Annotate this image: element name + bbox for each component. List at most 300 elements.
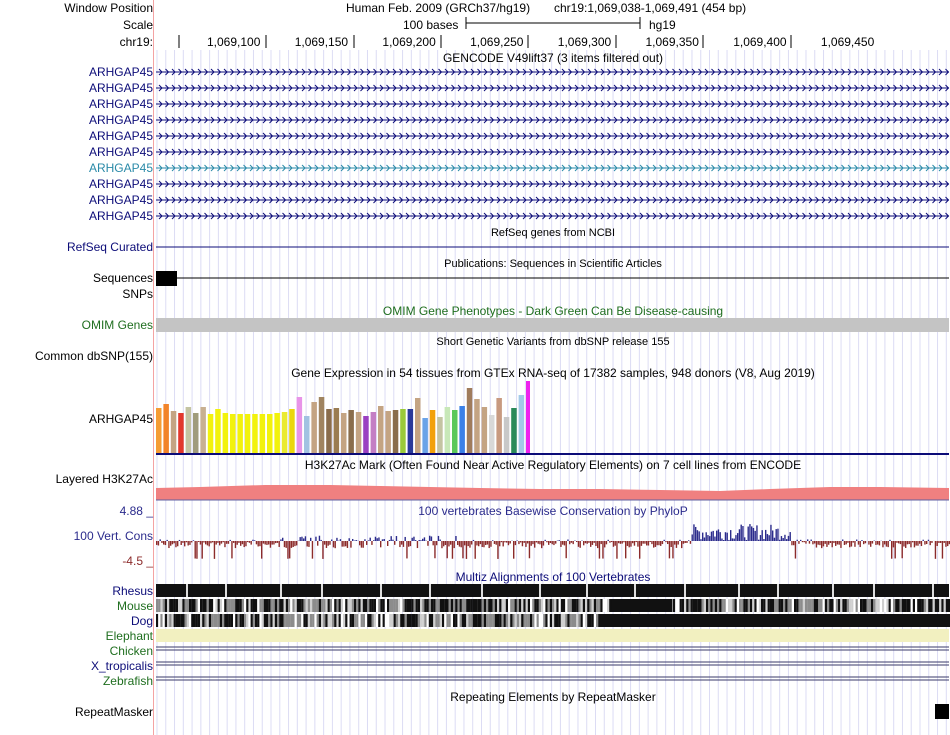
- conservation-bar: [629, 541, 630, 547]
- multiz-block: [411, 614, 413, 627]
- gtex-bar: [430, 410, 436, 453]
- conservation-bar: [735, 535, 736, 541]
- multiz-block: [453, 614, 455, 627]
- conservation-bar: [373, 540, 374, 541]
- conservation-bar: [569, 541, 570, 544]
- gtex-bar: [393, 410, 399, 453]
- gtex-bar: [519, 395, 525, 453]
- publication-block: [156, 271, 177, 286]
- gtex-bar: [252, 414, 258, 453]
- conservation-bar: [228, 541, 229, 544]
- multiz-block: [528, 614, 530, 627]
- multiz-block: [407, 614, 409, 627]
- multiz-block: [185, 614, 187, 627]
- conservation-bar: [532, 541, 533, 544]
- conservation-bar: [791, 541, 792, 545]
- conservation-bar: [769, 535, 770, 541]
- multiz-block: [226, 599, 228, 612]
- conservation-bar: [898, 541, 899, 543]
- multiz-block: [928, 599, 930, 612]
- conservation-bar: [840, 541, 841, 548]
- multiz-block: [297, 614, 299, 627]
- omim-label[interactable]: OMIM Genes: [81, 318, 153, 332]
- gtex-label[interactable]: ARHGAP45: [88, 412, 153, 426]
- multiz-block: [196, 614, 198, 627]
- conservation-bar: [602, 541, 603, 559]
- multiz-block: [473, 614, 475, 627]
- multiz-block: [708, 599, 710, 612]
- multiz-block: [721, 599, 723, 612]
- multiz-block: [312, 599, 314, 612]
- multiz-block: [510, 599, 512, 612]
- multiz-block: [534, 614, 536, 627]
- gtex-bar: [230, 414, 236, 453]
- multiz-block: [363, 599, 365, 612]
- species-label-x_tropicalis[interactable]: X_tropicalis: [90, 659, 153, 673]
- multiz-block: [739, 599, 741, 612]
- multiz-block: [493, 614, 495, 627]
- conservation-bar: [756, 525, 757, 541]
- ruler-tick-label: 1,069,200: [382, 35, 436, 49]
- conservation-bar: [443, 541, 444, 546]
- multiz-block: [592, 599, 594, 612]
- gene-label[interactable]: ARHGAP45: [88, 113, 153, 127]
- conservation-bar: [482, 541, 483, 547]
- conservation-bar: [461, 541, 462, 547]
- conservation-bar: [527, 541, 528, 543]
- multiz-block: [341, 614, 343, 627]
- refseq-label[interactable]: RefSeq Curated: [66, 240, 153, 254]
- conservation-bar: [545, 540, 546, 541]
- conservation-bar: [207, 541, 208, 545]
- multiz-block: [517, 614, 519, 627]
- conservation-bar: [322, 541, 323, 559]
- multiz-block: [402, 614, 404, 627]
- conservation-bar: [723, 540, 724, 541]
- conservation-bar: [804, 541, 805, 542]
- conservation-bar: [307, 541, 308, 546]
- conservation-bar: [231, 541, 232, 558]
- multiz-block: [372, 614, 374, 627]
- multiz-block: [581, 599, 583, 612]
- multiz-block: [215, 614, 217, 627]
- multiz-block: [526, 599, 528, 612]
- multiz-block: [587, 599, 589, 612]
- conservation-bar: [405, 537, 406, 541]
- multiz-block: [486, 599, 488, 612]
- multiz-rhesus: [156, 584, 949, 597]
- multiz-block: [330, 599, 332, 612]
- gene-label[interactable]: ARHGAP45: [88, 65, 153, 79]
- conservation-bar: [534, 541, 535, 548]
- species-label-chicken[interactable]: Chicken: [109, 644, 153, 658]
- conservation-bar: [520, 541, 521, 542]
- conservation-bar: [450, 541, 451, 545]
- conservation-bar: [594, 541, 595, 543]
- conservation-bar: [553, 541, 554, 545]
- multiz-block: [695, 599, 697, 612]
- gene-label[interactable]: ARHGAP45: [88, 209, 153, 223]
- conservation-bar: [336, 538, 337, 541]
- assembly-title: Human Feb. 2009 (GRCh37/hg19): [346, 1, 531, 15]
- conservation-bar: [294, 541, 295, 546]
- multiz-block: [783, 599, 785, 612]
- gtex-bar: [378, 406, 384, 453]
- multiz-block: [257, 599, 259, 612]
- multiz-block: [873, 599, 875, 612]
- gene-label[interactable]: ARHGAP45: [88, 81, 153, 95]
- conservation-bar: [648, 541, 649, 546]
- conservation-bar: [321, 540, 322, 541]
- h3k27ac-label[interactable]: Layered H3K27Ac: [55, 472, 153, 486]
- multiz-block: [259, 599, 261, 612]
- gtex-bar: [186, 407, 192, 453]
- multiz-block: [807, 599, 809, 612]
- conservation-bar: [907, 541, 908, 544]
- gtex-bar: [208, 414, 214, 453]
- gtex-bar: [245, 414, 251, 453]
- multiz-block: [581, 614, 583, 627]
- conservation-bar: [875, 541, 876, 545]
- multiz-block: [178, 599, 180, 612]
- multiz-block: [429, 599, 431, 612]
- conservation-bar: [893, 541, 894, 547]
- multiz-block: [264, 599, 266, 612]
- conservation-bar: [613, 541, 614, 547]
- multiz-block: [207, 599, 209, 612]
- multiz-block: [383, 599, 385, 612]
- multiz-block: [257, 614, 259, 627]
- conservation-bar: [916, 541, 917, 546]
- species-label-rhesus[interactable]: Rhesus: [112, 584, 153, 598]
- multiz-block: [354, 599, 356, 612]
- publications-label[interactable]: Sequences: [92, 271, 153, 285]
- conservation-bar: [546, 541, 547, 542]
- multiz-block: [693, 599, 695, 612]
- multiz-block: [262, 599, 264, 612]
- multiz-block: [270, 614, 272, 627]
- ruler-tick-label: 1,069,450: [820, 35, 875, 49]
- multiz-block: [314, 599, 316, 612]
- conservation-bar: [163, 541, 164, 545]
- multiz-block: [431, 599, 433, 612]
- multiz-block: [776, 599, 778, 612]
- multiz-block: [490, 614, 492, 627]
- multiz-block: [224, 614, 226, 627]
- multiz-block: [167, 599, 169, 612]
- multiz-block: [196, 599, 198, 612]
- multiz-block: [710, 599, 712, 612]
- conservation-bar: [851, 541, 852, 547]
- multiz-block: [686, 599, 688, 612]
- multiz-block: [556, 599, 558, 612]
- multiz-block: [521, 614, 523, 627]
- multiz-block: [350, 599, 352, 612]
- multiz-gap: [586, 584, 588, 597]
- conservation-bar: [714, 537, 715, 541]
- multiz-gap: [429, 584, 431, 597]
- conservation-bar: [328, 541, 329, 546]
- conservation-bar: [674, 541, 675, 545]
- conservation-bar: [324, 541, 325, 545]
- multiz-block: [563, 599, 565, 612]
- multiz-block: [409, 614, 411, 627]
- conservation-bar: [296, 541, 297, 545]
- multiz-block: [552, 599, 554, 612]
- multiz-block: [838, 599, 840, 612]
- conservation-bar: [448, 541, 449, 546]
- conservation-bar: [420, 540, 421, 541]
- conservation-bar: [401, 541, 402, 545]
- gene-label[interactable]: ARHGAP45: [88, 161, 153, 175]
- multiz-block: [589, 599, 591, 612]
- multiz-block: [255, 614, 257, 627]
- conservation-bar: [160, 539, 161, 541]
- multiz-block: [211, 614, 213, 627]
- multiz-block: [680, 599, 682, 612]
- conservation-bar: [678, 541, 679, 545]
- conservation-bar: [699, 531, 700, 541]
- multiz-block: [545, 599, 547, 612]
- gtex-bar: [489, 415, 495, 453]
- conservation-bar: [370, 538, 371, 541]
- gene-label[interactable]: ARHGAP45: [88, 145, 153, 159]
- conservation-bar: [177, 541, 178, 546]
- multiz-block: [231, 614, 233, 627]
- dbsnp-label[interactable]: Common dbSNP(155): [34, 349, 153, 363]
- multiz-block: [884, 599, 886, 612]
- multiz-block: [262, 614, 264, 627]
- conservation-bar: [816, 541, 817, 548]
- multiz-block: [193, 599, 195, 612]
- multiz-block: [556, 614, 558, 627]
- conservation-bar: [158, 541, 159, 545]
- multiz-block: [334, 599, 336, 612]
- multiz-block: [688, 599, 690, 612]
- multiz-block: [523, 614, 525, 627]
- multiz-block: [374, 614, 376, 627]
- species-label-mouse[interactable]: Mouse: [116, 599, 153, 613]
- omim-title: OMIM Gene Phenotypes - Dark Green Can Be Disease-causing: [382, 304, 724, 318]
- conservation-bar: [653, 541, 654, 548]
- conservation-bar: [590, 541, 591, 547]
- multiz-gap: [225, 584, 227, 597]
- conservation-bar: [917, 541, 918, 546]
- repeatmasker-label[interactable]: RepeatMasker: [74, 705, 153, 719]
- multiz-block: [409, 599, 411, 612]
- gene-label[interactable]: ARHGAP45: [88, 97, 153, 111]
- multiz-block: [389, 599, 391, 612]
- conservation-bar: [795, 541, 796, 559]
- conservation-bar: [377, 538, 378, 541]
- multiz-block: [246, 599, 248, 612]
- multiz-block: [869, 599, 871, 612]
- conservation-bar: [235, 541, 236, 548]
- multiz-gap: [539, 584, 541, 597]
- multiz-block: [336, 599, 338, 612]
- gtex-bar: [496, 398, 502, 453]
- multiz-block: [550, 599, 552, 612]
- multiz-block: [510, 614, 512, 627]
- species-label-dog[interactable]: Dog: [130, 614, 153, 628]
- conservation-bar: [412, 538, 413, 541]
- multiz-block: [532, 599, 534, 612]
- conservation-bar: [716, 531, 717, 541]
- multiz-block: [486, 614, 488, 627]
- multiz-block: [935, 599, 937, 612]
- conservation-bar: [935, 541, 936, 559]
- conservation-bar: [919, 541, 920, 544]
- species-label-zebrafish[interactable]: Zebrafish: [102, 674, 153, 688]
- multiz-block: [889, 599, 891, 612]
- conservation-bar: [665, 541, 666, 542]
- conservation-bar: [195, 541, 196, 559]
- multiz-block: [319, 614, 321, 627]
- multiz-block: [482, 599, 484, 612]
- multiz-block: [574, 614, 576, 627]
- multiz-block: [358, 614, 360, 627]
- multiz-block: [682, 599, 684, 612]
- conservation-bar: [219, 541, 220, 545]
- conservation-bar: [882, 541, 883, 547]
- multiz-block: [895, 599, 897, 612]
- multiz-block: [306, 614, 308, 627]
- multiz-block: [413, 599, 415, 612]
- conservation-bar: [905, 541, 906, 548]
- multiz-block: [178, 614, 180, 627]
- conservation-bar: [844, 541, 845, 545]
- multiz-block: [499, 614, 501, 627]
- multiz-block: [169, 599, 171, 612]
- conservation-bar: [315, 537, 316, 541]
- multiz-block: [222, 614, 224, 627]
- species-label-elephant[interactable]: Elephant: [105, 629, 153, 643]
- conservation-bar: [835, 541, 836, 546]
- conservation-bar: [189, 541, 190, 545]
- multiz-block: [684, 599, 686, 612]
- multiz-block: [464, 614, 466, 627]
- multiz-block: [248, 599, 250, 612]
- gtex-bar: [200, 407, 206, 453]
- conservation-bar: [471, 541, 472, 545]
- conservation-bar: [688, 540, 689, 541]
- conservation-max-label: 4.88 _: [119, 504, 153, 518]
- multiz-block: [495, 599, 497, 612]
- multiz-block: [583, 599, 585, 612]
- conservation-bar: [930, 541, 931, 545]
- gtex-bar: [363, 416, 369, 453]
- multiz-block: [809, 599, 811, 612]
- multiz-block: [354, 614, 356, 627]
- conservation-bar: [560, 541, 561, 547]
- conservation-bar: [853, 541, 854, 543]
- conservation-bar: [921, 541, 922, 546]
- multiz-block: [521, 599, 523, 612]
- multiz-block: [202, 599, 204, 612]
- conservation-bar: [753, 528, 754, 541]
- conservation-bar: [492, 540, 493, 541]
- multiz-block: [900, 599, 902, 612]
- conservation-bar: [727, 533, 728, 541]
- conservation-bar: [168, 541, 169, 548]
- multiz-block: [255, 599, 257, 612]
- conservation-bar: [630, 541, 631, 547]
- multiz-block: [180, 599, 182, 612]
- multiz-block: [464, 599, 466, 612]
- gtex-bar: [260, 414, 266, 453]
- conservation-bar: [196, 541, 197, 559]
- multiz-block: [891, 599, 893, 612]
- conservation-bar: [945, 541, 946, 547]
- multiz-block: [218, 614, 220, 627]
- conservation-bar: [669, 541, 670, 558]
- multiz-block: [321, 599, 323, 612]
- conservation-bar: [226, 541, 227, 544]
- multiz-block: [561, 614, 563, 627]
- conservation-bar: [788, 536, 789, 541]
- conservation-bar: [238, 541, 239, 543]
- multiz-block: [691, 599, 693, 612]
- conservation-bar: [424, 537, 425, 541]
- multiz-block: [490, 599, 492, 612]
- multiz-block: [501, 599, 503, 612]
- conservation-bar: [289, 541, 290, 558]
- conservation-bar: [441, 541, 442, 548]
- conservation-bar: [748, 527, 749, 541]
- multiz-block: [394, 614, 396, 627]
- conservation-bar: [214, 541, 215, 559]
- conservation-bar: [825, 541, 826, 544]
- multiz-block: [240, 599, 242, 612]
- multiz-block: [578, 599, 580, 612]
- multiz-block: [444, 599, 446, 612]
- conservation-bar: [856, 540, 857, 541]
- multiz-block: [433, 614, 435, 627]
- conservation-bar: [245, 541, 246, 546]
- multiz-block: [182, 614, 184, 627]
- conservation-bar: [200, 541, 201, 545]
- conservation-bar: [924, 541, 925, 545]
- conservation-bar: [331, 539, 332, 541]
- multiz-block: [284, 599, 286, 612]
- multiz-elephant: [156, 629, 949, 642]
- multiz-block: [281, 599, 283, 612]
- multiz-block: [301, 599, 303, 612]
- ruler-tick-label: 1,069,150: [294, 35, 349, 49]
- conservation-bar: [632, 541, 633, 543]
- conservation-bar: [667, 541, 668, 544]
- gene-label[interactable]: ARHGAP45: [88, 193, 153, 207]
- multiz-block: [831, 599, 833, 612]
- multiz-block: [457, 599, 459, 612]
- conservation-bar: [275, 541, 276, 543]
- multiz-block: [171, 599, 173, 612]
- gtex-bar: [297, 397, 303, 453]
- multiz-block: [422, 614, 424, 627]
- conservation-bar: [706, 532, 707, 541]
- multiz-block: [847, 599, 849, 612]
- gene-label[interactable]: ARHGAP45: [88, 129, 153, 143]
- gencode-title: GENCODE V49lift37 (3 items filtered out): [442, 51, 664, 65]
- multiz-block: [508, 614, 510, 627]
- snps-label[interactable]: SNPs: [122, 287, 153, 301]
- gene-label[interactable]: ARHGAP45: [88, 177, 153, 191]
- multiz-block: [220, 599, 222, 612]
- multiz-block: [706, 599, 708, 612]
- multiz-block: [251, 614, 253, 627]
- conservation-label[interactable]: 100 Vert. Cons: [73, 529, 153, 543]
- multiz-block: [429, 614, 431, 627]
